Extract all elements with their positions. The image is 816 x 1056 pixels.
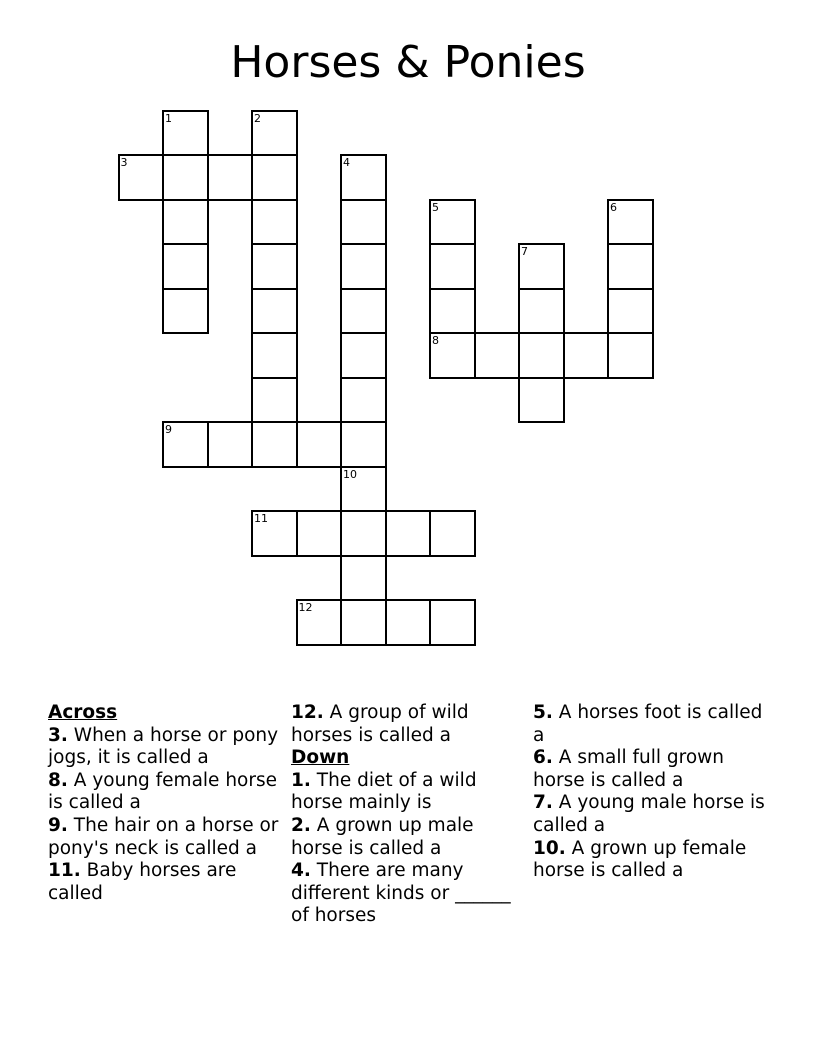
- grid-cell[interactable]: [340, 510, 387, 557]
- clues-column-2: [291, 702, 527, 928]
- clue-text: A horses foot is called a: [533, 702, 763, 746]
- grid-cell[interactable]: [429, 243, 476, 290]
- clue-text: A young female horse is called a: [48, 769, 277, 814]
- clue-across-11: [48, 860, 284, 905]
- grid-cell[interactable]: [162, 154, 209, 201]
- clue-text: The diet of a wild horse mainly is: [291, 769, 477, 814]
- grid-cell[interactable]: [474, 332, 521, 379]
- grid-cell[interactable]: [340, 466, 387, 513]
- clue-number: 11.: [48, 860, 81, 882]
- cell-number: 4: [343, 156, 350, 169]
- clues-column-3: [533, 702, 769, 883]
- clue-text: A group of wild horses is called a: [291, 702, 469, 746]
- grid-cell[interactable]: [251, 199, 298, 246]
- grid-cell[interactable]: [429, 199, 476, 246]
- clue-number: 1.: [291, 769, 311, 791]
- grid-cell[interactable]: [607, 288, 654, 335]
- grid-cell[interactable]: [118, 154, 165, 201]
- clue-across-8: [48, 770, 284, 815]
- grid-cell[interactable]: [296, 510, 343, 557]
- grid-cell[interactable]: [429, 288, 476, 335]
- clue-text: There are many different kinds or ______ of horses: [291, 860, 511, 927]
- grid-cell[interactable]: [251, 288, 298, 335]
- grid-cell[interactable]: [607, 199, 654, 246]
- cell-number: 7: [521, 245, 528, 258]
- grid-cell[interactable]: [162, 288, 209, 335]
- cell-number: 11: [254, 512, 268, 525]
- cell-number: 1: [165, 111, 172, 125]
- grid-cell[interactable]: [385, 510, 432, 557]
- clue-text: Baby horses are called: [48, 860, 237, 904]
- grid-cell[interactable]: [518, 288, 565, 335]
- grid-cell[interactable]: [251, 110, 298, 157]
- grid-cell[interactable]: [429, 599, 476, 646]
- cell-number: 3: [120, 156, 128, 169]
- clue-text: The hair on a horse or pony's neck is called a: [48, 814, 279, 859]
- grid-cell[interactable]: [340, 332, 387, 379]
- clue-number: 12.: [291, 702, 324, 723]
- cell-number: 5: [432, 200, 439, 214]
- clue-number: 10.: [533, 837, 566, 859]
- puzzle-title: Horses & Ponies: [230, 37, 586, 88]
- grid-cell[interactable]: [296, 421, 343, 468]
- cell-number: 2: [254, 111, 261, 125]
- down-heading: Down: [291, 747, 350, 769]
- clue-text: A grown up male horse is called a: [291, 814, 474, 859]
- cell-number: 9: [165, 423, 172, 436]
- grid-cell[interactable]: [340, 199, 387, 246]
- grid-cell[interactable]: [340, 288, 387, 335]
- grid-cell[interactable]: [251, 243, 298, 290]
- clue-down-6: [533, 747, 769, 792]
- cell-number: 8: [432, 334, 439, 347]
- grid-cell[interactable]: [251, 332, 298, 379]
- grid-cell[interactable]: [340, 555, 387, 602]
- grid-cell[interactable]: [340, 377, 387, 424]
- clue-down-7: [533, 792, 769, 837]
- clue-down-4: [291, 860, 527, 928]
- cell-number: 10: [343, 467, 357, 481]
- grid-cell[interactable]: [162, 421, 209, 468]
- clue-text: A young male horse is called a: [533, 792, 765, 836]
- grid-cell[interactable]: [207, 154, 254, 201]
- grid-cell[interactable]: [607, 332, 654, 379]
- cell-number: 6: [610, 200, 617, 214]
- grid-cell[interactable]: [518, 243, 565, 290]
- clue-down-10: [533, 838, 769, 883]
- grid-cell[interactable]: [429, 510, 476, 557]
- clue-number: 5.: [533, 702, 553, 723]
- grid-cell[interactable]: [385, 599, 432, 646]
- clue-across-12: [291, 702, 527, 747]
- grid-cell[interactable]: [162, 110, 209, 157]
- grid-cell[interactable]: [251, 421, 298, 468]
- clue-across-9: [48, 815, 284, 860]
- grid-cell[interactable]: [207, 421, 254, 468]
- clue-across-3: [48, 725, 284, 770]
- clue-text: A small full grown horse is called a: [533, 747, 724, 791]
- grid-cell[interactable]: [340, 243, 387, 290]
- clue-down-2: [291, 815, 527, 860]
- grid-cell[interactable]: [518, 377, 565, 424]
- grid-cell[interactable]: [340, 154, 387, 201]
- grid-cell[interactable]: [162, 243, 209, 290]
- grid-cell[interactable]: [251, 154, 298, 201]
- grid-cell[interactable]: [340, 599, 387, 646]
- grid-cell[interactable]: [296, 599, 343, 646]
- across-heading: Across: [48, 702, 118, 723]
- grid-cell[interactable]: [607, 243, 654, 290]
- grid-cell[interactable]: [340, 421, 387, 468]
- clue-number: 8.: [48, 769, 68, 791]
- clue-number: 2.: [291, 814, 311, 836]
- grid-cell[interactable]: [563, 332, 610, 379]
- grid-cell[interactable]: [162, 199, 209, 246]
- grid-cell[interactable]: [429, 332, 476, 379]
- grid-cell[interactable]: [518, 332, 565, 379]
- clue-text: A grown up female horse is called a: [533, 837, 747, 882]
- clue-number: 9.: [48, 814, 68, 836]
- clue-down-5: [533, 702, 769, 747]
- clue-number: 4.: [291, 860, 311, 882]
- clue-down-1: [291, 770, 527, 815]
- grid-cell[interactable]: [251, 377, 298, 424]
- clue-number: 6.: [533, 747, 553, 769]
- clues-column-1: [48, 702, 284, 905]
- clue-text: When a horse or pony jogs, it is called a: [48, 724, 279, 769]
- grid-cell[interactable]: [251, 510, 298, 557]
- clue-number: 7.: [533, 792, 553, 814]
- cell-number: 12: [298, 601, 313, 614]
- clue-number: 3.: [48, 724, 68, 746]
